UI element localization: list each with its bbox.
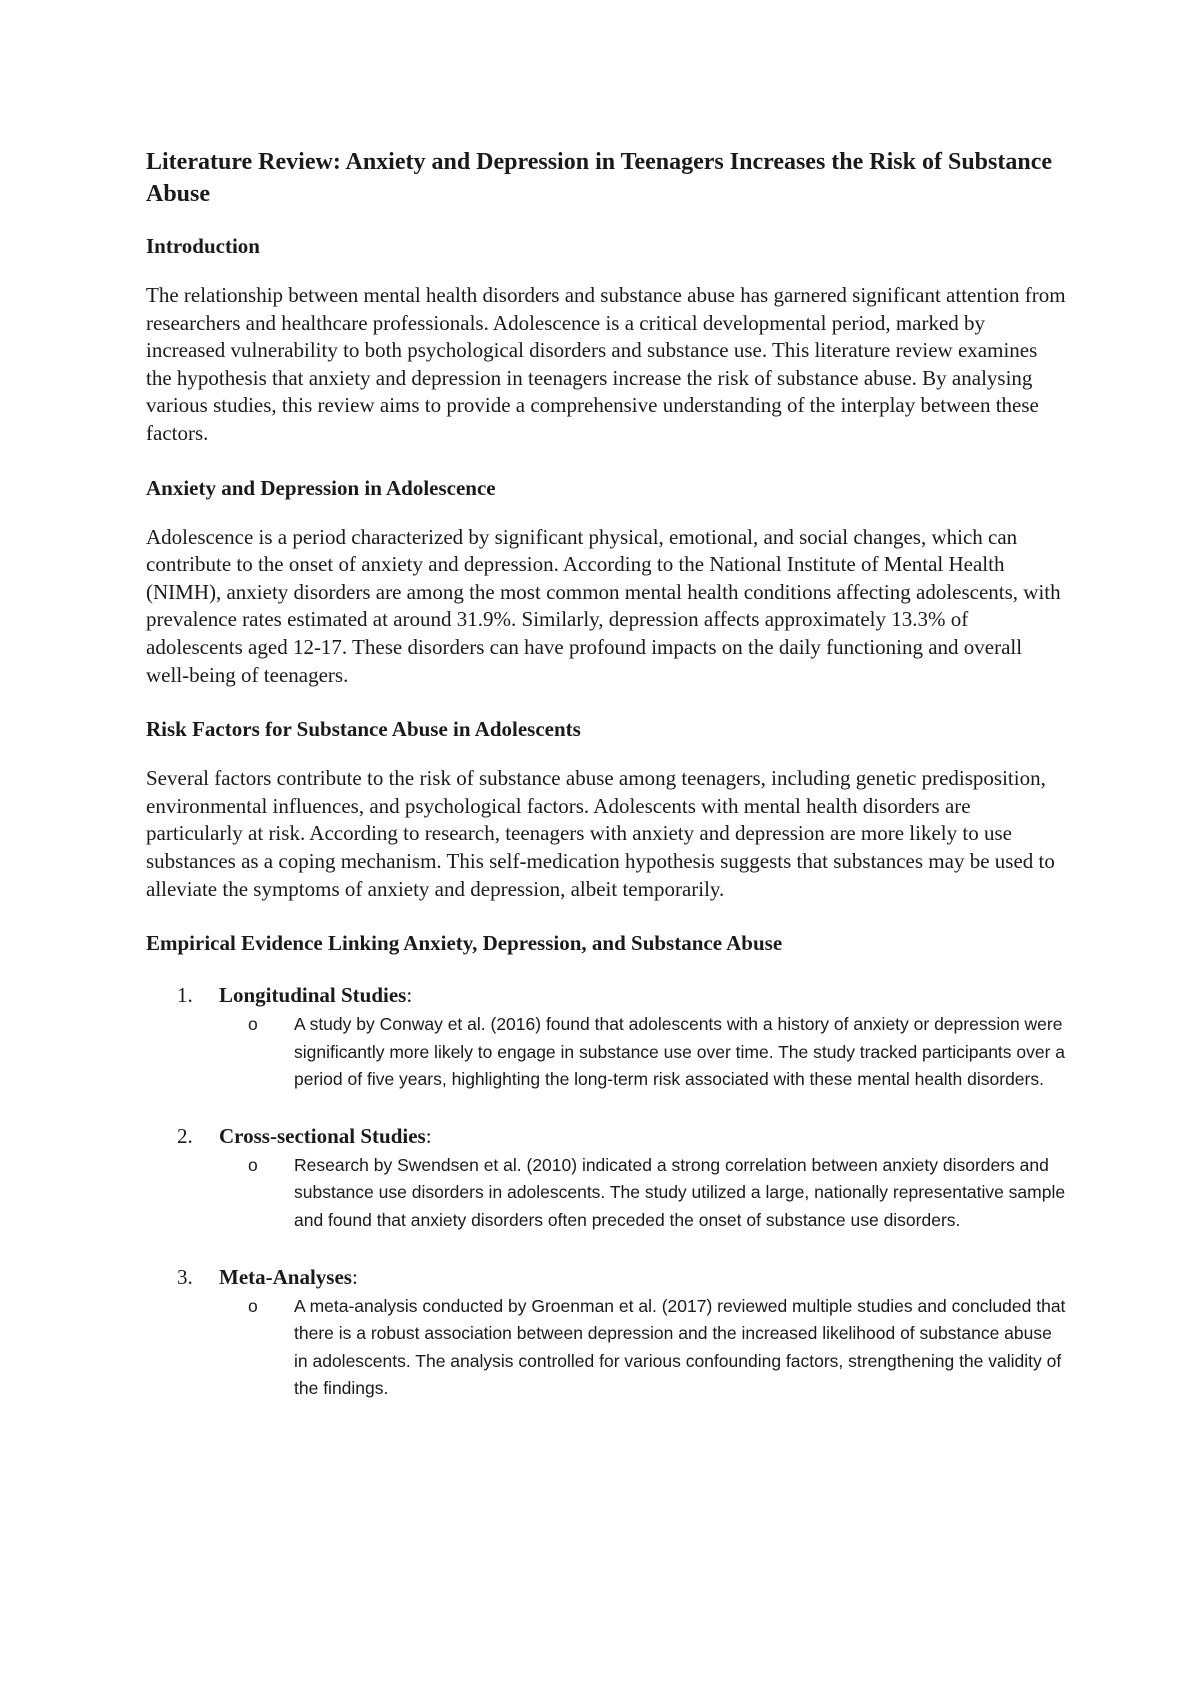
document-title: Literature Review: Anxiety and Depression in Teenagers Increases the Risk of Substance Abuse (146, 149, 1052, 207)
bullet-marker: o (248, 1014, 258, 1035)
evidence-detail-text: A study by Conway et al. (2016) found that adolescents with a history of anxiety or depression were significantly more likely to engage in substance use over time. The study tracked participants over a period of five years, highlighting the long-term risk associated with these mental health disorders. (294, 1014, 1066, 1090)
evidence-sub-list (146, 1011, 1066, 1094)
list-number: 2. (177, 1123, 193, 1148)
evidence-item-title: Longitudinal Studies (219, 983, 407, 1008)
evidence-item-cross-sectional (146, 1122, 1066, 1235)
evidence-sub-list (146, 1152, 1066, 1235)
evidence-detail (146, 1011, 1066, 1094)
evidence-sub-list (146, 1293, 1066, 1403)
list-number: 1. (177, 983, 193, 1008)
bullet-marker: o (248, 1154, 258, 1175)
evidence-detail (146, 1293, 1066, 1403)
section-heading-empirical-evidence: Empirical Evidence Linking Anxiety, Depression, and Substance Abuse (146, 931, 783, 956)
evidence-item-heading (146, 1263, 1066, 1291)
list-number: 3. (177, 1264, 193, 1289)
evidence-detail (146, 1152, 1066, 1235)
heading-colon: : (406, 983, 413, 1008)
section-heading-risk-factors: Risk Factors for Substance Abuse in Adolescents (146, 717, 581, 742)
evidence-item-longitudinal (146, 981, 1066, 1094)
evidence-item-heading (146, 981, 1066, 1009)
evidence-detail-text: Research by Swendsen et al. (2010) indicated a strong correlation between anxiety disorders and substance use disorders in adolescents. The study utilized a large, nationally representative sample and found that anxiety disorders often preceded the onset of substance use disorders. (294, 1154, 1066, 1231)
evidence-item-title: Meta-Analyses (219, 1264, 352, 1289)
risk-factors-paragraph: Several factors contribute to the risk of substance abuse among teenagers, including genetic predisposition, environmental influences, and psychological factors. Adolescents with mental health disorders are particularly at risk. According to research, teenagers with anxiety and depression are more likely to use substances as a coping mechanism. This self-medication hypothesis suggests that substances may be used to alleviate the symptoms of anxiety and depression, albeit temporarily. (146, 766, 1055, 901)
heading-colon: : (425, 1123, 432, 1148)
evidence-item-title: Cross-sectional Studies (219, 1123, 426, 1148)
section-heading-introduction: Introduction (146, 234, 260, 258)
section-heading-anxiety-depression: Anxiety and Depression in Adolescence (146, 475, 496, 500)
evidence-item-heading (146, 1122, 1066, 1150)
anxiety-depression-paragraph: Adolescence is a period characterized by significant physical, emotional, and social changes, which can contribute to the onset of anxiety and depression. According to the National Institute of Mental Health (NIMH), anxiety disorders are among the most common mental health conditions affecting adolescents, with prevalence rates estimated at around 31.9%. Similarly, depression affects approximately 13.3% of adolescents aged 12-17. These disorders can have profound impacts on the daily functioning and overall well-being of teenagers. (146, 524, 1061, 687)
evidence-item-meta-analyses (146, 1263, 1066, 1403)
introduction-paragraph: The relationship between mental health disorders and substance abuse has garnered significant attention from researchers and healthcare professionals. Adolescence is a critical developmental period, marked by increased vulnerability to both psychological disorders and substance use. This literature review examines the hypothesis that anxiety and depression in teenagers increase the risk of substance abuse. By analysing various studies, this review aims to provide a comprehensive understanding of the interplay between these factors. (146, 283, 1066, 445)
evidence-list (146, 981, 1066, 1403)
evidence-detail-text: A meta-analysis conducted by Groenman et al. (2017) reviewed multiple studies and concluded that there is a robust association between depression and the increased likelihood of substance abuse in adolescents. The analysis controlled for various confounding factors, strengthening the validity of the findings. (294, 1295, 1066, 1399)
heading-colon: : (351, 1264, 358, 1289)
document-content (146, 146, 1066, 1431)
bullet-marker: o (248, 1295, 258, 1316)
